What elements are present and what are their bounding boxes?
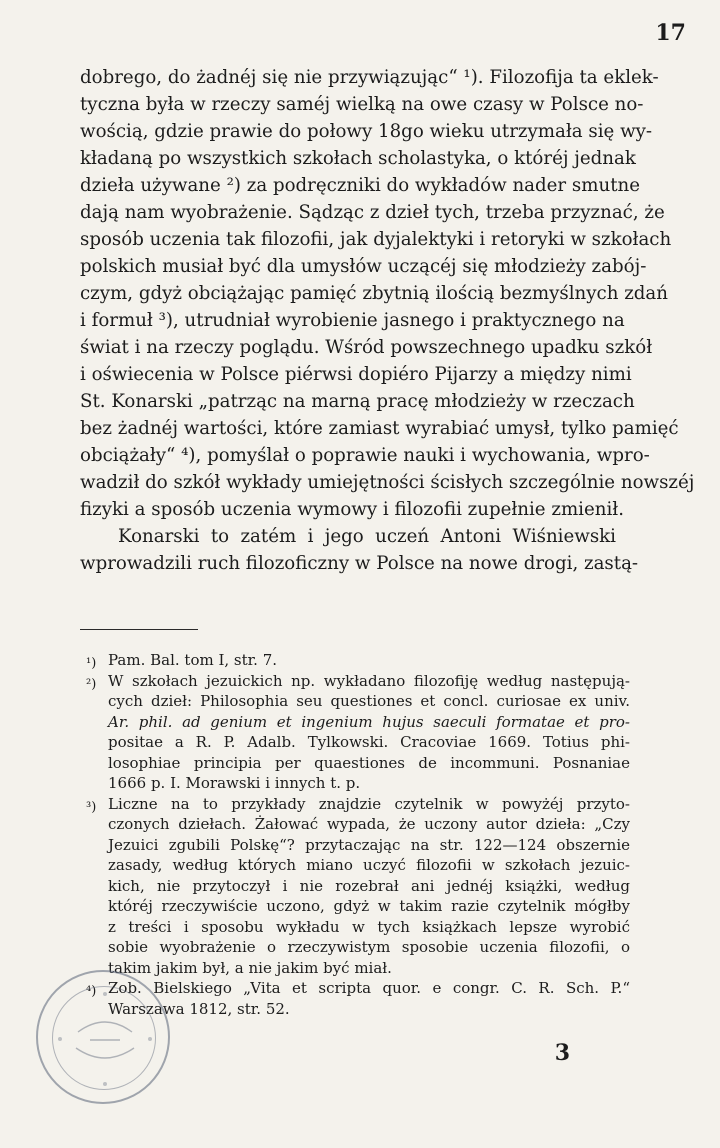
body-line: kładaną po wszystkich szkołach scholastyka, o któréj jednak [80, 148, 636, 169]
footnote-line: Liczne na to przykłady znajdzie czytelnik w powyżéj przyto- [108, 794, 630, 813]
footnote-line: losophiae principia per quaestiones de incommuni. Posnaniae [108, 753, 630, 772]
body-line: tyczna była w rzeczy saméj wielką na owe czasy w Polsce no- [80, 94, 644, 115]
library-stamp-icon [36, 970, 170, 1104]
footnote-line: W szkołach jezuickich np. wykładano filozofiję według następują- [108, 671, 630, 690]
body-line-paragraph-start: Konarski to zatém i jego uczeń Antoni Wiśniewski [118, 526, 616, 547]
footnote-line: Ar. phil. ad genium et ingenium hujus saeculi formatae et pro- [108, 712, 630, 731]
footnote-marker: ²) [86, 676, 97, 692]
page-number: 17 [655, 20, 686, 46]
footnote-separator-rule [80, 629, 198, 630]
footnote-line: któréj rzeczywiście uczono, gdyż w takim razie czytelnik mógłby [108, 897, 630, 915]
body-line: świat i na rzeczy poglądu. Wśród powszechnego upadku szkół [80, 337, 653, 358]
footnote-line: takim jakim był, a nie jakim być miał. [108, 958, 392, 977]
body-line: obciążały“ ⁴), pomyślał o poprawie nauki i wychowania, wpro- [80, 445, 650, 466]
footnote-line: z treści i sposobu wykładu w tych książkach lepsze wyrobić [108, 917, 630, 936]
body-line: i oświecenia w Polsce piérwsi dopiéro Pijarzy a między nimi [80, 364, 632, 385]
body-line: dzieła używane ²) za podręczniki do wykładów nader smutne [80, 175, 640, 196]
main-text-block [80, 64, 695, 577]
body-line: dają nam wyobrażenie. Sądząc z dzieł tych, trzeba przyznać, że [80, 202, 665, 223]
footnote-line: zasady, według których miano uczyć filozofii w szkołach jezuic- [108, 856, 630, 874]
footnote-line: Warszawa 1812, str. 52. [108, 999, 290, 1018]
body-line: bez żadnéj wartości, które zamiast wyrabiać umysł, tylko pamięć [80, 418, 679, 439]
body-line: wprowadzili ruch filozoficzny w Polsce na nowe drogi, zastą- [80, 553, 639, 574]
footnote-line: cych dzieł: Philosophia seu questiones et concl. curiosae ex univ. [108, 692, 630, 710]
footnote-2 [76, 671, 630, 794]
footnote-line: czonych dziełach. Żałować wypada, że uczony autor dzieła: „Czy [108, 815, 630, 833]
footnote-line: positae a R. P. Adalb. Tylkowski. Cracoviae 1669. Totius phi- [108, 733, 630, 751]
footnote-line: sobie wyobrażenie o rzeczywistym sposobie uczenia filozofii, o [108, 938, 630, 956]
footnote-3 [76, 794, 630, 979]
footnote-line: Zob. Bielskiego „Vita et scripta quor. e congr. C. R. Sch. P.“ [108, 979, 630, 997]
body-line: i formuł ³), utrudniał wyrobienie jasnego i praktycznego na [80, 310, 625, 331]
body-line: dobrego, do żadnéj się nie przywiązując“ ¹). Filozofija ta eklek- [80, 67, 659, 88]
stamp-seal-graphic [38, 972, 172, 1106]
footnote-1 [76, 650, 630, 671]
signature-mark: 3 [554, 1040, 570, 1066]
footnote-line: 1666 p. I. Morawski i innych t. p. [108, 774, 361, 792]
footnote-line: kich, nie przytoczył i nie rozebrał ani jednéj książki, według [108, 876, 630, 895]
footnote-line: Jezuici zgubili Polskę“? przytaczając na str. 122—124 obszernie [108, 835, 630, 854]
footnotes-block [76, 650, 630, 1019]
body-line: polskich musiał być dla umysłów uczącéj się młodzieży zabój- [80, 256, 647, 277]
footnote-marker: ¹) [86, 656, 97, 671]
body-line: fizyki a sposób uczenia wymowy i filozofii zupełnie zmienił. [80, 499, 624, 520]
body-line: St. Konarski „patrząc na marną pracę młodzieży w rzeczach [80, 391, 635, 412]
body-line: wadził do szkół wykłady umiejętności ścisłych szczególnie nowszéj [80, 472, 695, 493]
body-line: sposób uczenia tak filozofii, jak dyjalektyki i retoryki w szkołach [80, 229, 672, 250]
footnote-marker: ³) [86, 799, 97, 815]
footnote-marker: ⁴) [86, 984, 97, 999]
body-line: wością, gdzie prawie do połowy 18go wieku utrzymała się wy- [80, 121, 653, 142]
body-line: czym, gdyż obciążając pamięć zbytnią ilością bezmyślnych zdań [80, 283, 668, 304]
footnote-line: Pam. Bal. tom I, str. 7. [108, 651, 278, 669]
